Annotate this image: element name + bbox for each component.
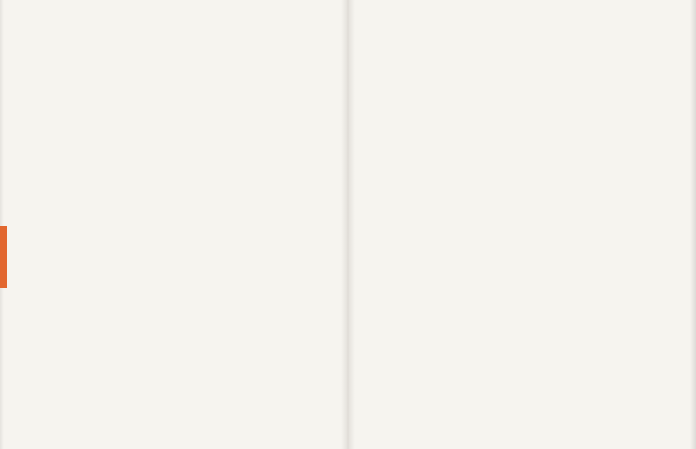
- column-2: [88, 8, 158, 428]
- column-7: [516, 8, 586, 428]
- page-gutter: [341, 0, 355, 449]
- column-1: [10, 8, 80, 428]
- column-3: [166, 8, 236, 428]
- column-6: [438, 8, 508, 428]
- right-page-edge: [690, 0, 696, 449]
- left-page-edge: [0, 0, 4, 449]
- column-5: [360, 8, 430, 428]
- section-side-tab: [0, 226, 7, 288]
- column-4: [244, 8, 314, 428]
- column-8: [594, 8, 664, 428]
